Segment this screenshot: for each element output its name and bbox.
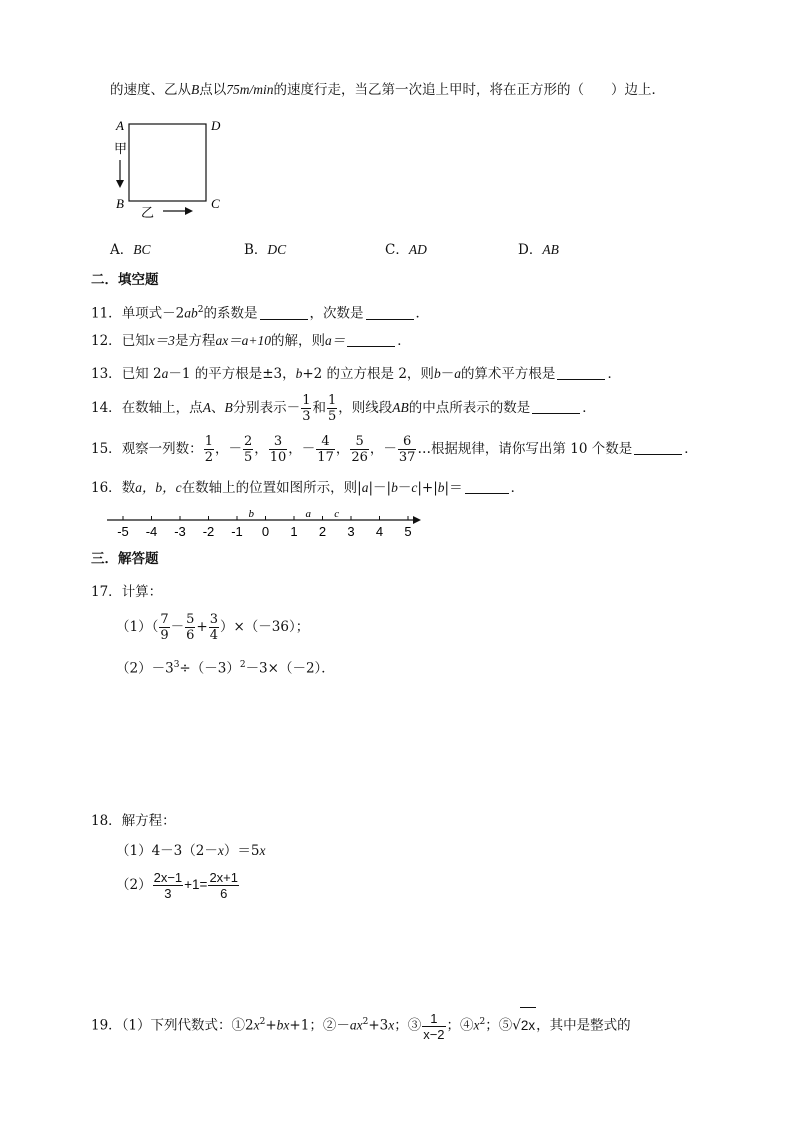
sqrt-radicand: 2x xyxy=(520,1007,536,1044)
label-c: C xyxy=(211,196,220,211)
number-line-point-a: a xyxy=(305,508,311,520)
sequence-term: $\frac{6}{37}$ xyxy=(398,434,416,465)
label-d: D xyxy=(211,118,221,133)
answer-blank[interactable] xyxy=(557,365,605,380)
number-line-tick-label: 5 xyxy=(404,524,412,539)
option-d[interactable]: D．AB xyxy=(518,242,559,258)
fraction: $\frac{2x-1}{3}$ xyxy=(153,870,183,901)
jia-label: 甲 xyxy=(114,142,128,157)
question-17-title: 17．计算： xyxy=(91,584,163,600)
sqrt-sign: √ xyxy=(512,1017,521,1034)
fraction: $\frac{1}{x-2}$ xyxy=(423,1010,445,1042)
answer-blank[interactable] xyxy=(260,305,308,320)
answer-blank[interactable] xyxy=(347,332,395,347)
number-line-tick-label: -4 xyxy=(145,524,158,539)
number-line-tick-label: 2 xyxy=(318,524,327,539)
option-a[interactable]: A．BC xyxy=(110,242,151,258)
question-15: 15．观察一列数： $\frac{1}{2}$ ，－ $\frac{2}{5}$ ， $\frac{3}{10}$ ，－ $\frac{4}{17}$ ， $\frac{5}{26}$ ，－ $\frac{6}{37}$ …根据规律，请你写出第 10 个数是 ． xyxy=(91,434,698,465)
jia-arrowhead xyxy=(116,180,124,188)
number-line-tick-label: -5 xyxy=(117,524,129,539)
number-line-tick-label: -2 xyxy=(202,524,215,539)
label-b: B xyxy=(116,196,124,211)
question-18-part-2: （2） $\frac{2x-1}{3}$ +1= $\frac{2x+1}{6}$ xyxy=(116,870,238,901)
question-17-part-2: $(2)-3^3\div(-3)^2-3\times(-2)$． xyxy=(116,660,335,677)
question-16: 16．数a，b，c在数轴上的位置如图所示，则|a|－|b－c|+|b|＝ ． xyxy=(91,480,525,496)
question-18-part-1: （1）4－3（2－x）＝5x xyxy=(116,843,266,859)
sequence-term: $\frac{3}{10}$ xyxy=(269,434,287,465)
number-line xyxy=(105,505,430,541)
number-line-tick-label: 0 xyxy=(261,524,270,539)
fraction: $\frac{2x+1}{6}$ xyxy=(209,870,238,901)
sequence-term: $\frac{1}{2}$ xyxy=(204,434,213,465)
question-17-part-1: （1）（ $\frac{7}{9}$ － $\frac{5}{6}$ + $\frac{3}{4}$ ）×（－36）； xyxy=(116,612,310,643)
question-19: 19．（1）下列代数式：$①2x^2+bx+1$；$②-ax^2+3x$；③ $\frac{1}{x-2}$ ；$④x^2$；⑤√2x，其中是整式的 xyxy=(91,1004,631,1044)
option-c[interactable]: C．AD xyxy=(385,242,427,258)
number-line-tick-label: 4 xyxy=(375,524,384,539)
square-figure xyxy=(108,112,238,222)
answer-blank[interactable] xyxy=(366,305,414,320)
answer-blank[interactable] xyxy=(634,440,682,455)
fraction: $\frac{1}{3}$ xyxy=(302,393,311,424)
sequence-term: $\frac{2}{5}$ xyxy=(243,434,253,465)
number-line-arrowhead xyxy=(413,516,421,524)
section-heading-solve: 三．解答题 xyxy=(91,551,159,567)
number-line-tick-label: 1 xyxy=(290,524,298,539)
yi-arrowhead xyxy=(185,207,193,215)
question-13: 13．已知 2a－1 的平方根是±3，b+2 的立方根是 2，则b－a的算术平方根是 ． xyxy=(91,366,621,382)
sequence-term: $\frac{4}{17}$ xyxy=(317,434,334,465)
number-line-tick-label: -3 xyxy=(174,524,186,539)
question-11: 11．单项式$-2ab^2$的系数是 ，次数是 ． xyxy=(91,305,430,322)
question-18-title: 18．解方程： xyxy=(91,813,176,829)
question-14: 14．在数轴上，点A、B分别表示－ $\frac{1}{3}$ 和 $\frac{1}{5}$ ，则线段AB的中点所表示的数是 ． xyxy=(91,393,596,424)
label-a: A xyxy=(116,118,124,133)
yi-label: 乙 xyxy=(141,206,155,221)
option-b[interactable]: B．DC xyxy=(244,242,287,258)
number-line-point-c: c xyxy=(334,508,340,520)
number-line-tick-label: -1 xyxy=(231,524,243,539)
fraction: $\frac{1}{5}$ xyxy=(327,393,337,424)
fraction: $\frac{7}{9}$ xyxy=(160,612,169,643)
answer-blank[interactable] xyxy=(532,399,580,414)
q10-text: 的速度、乙从B点以75m/min的速度行走，当乙第一次追上甲时，将在正方形的（ ）边上． xyxy=(110,82,665,98)
section-heading-fill-in: 二．填空题 xyxy=(91,272,159,288)
answer-blank[interactable] xyxy=(465,479,509,494)
number-line-point-b: b xyxy=(248,508,254,520)
fraction: $\frac{5}{6}$ xyxy=(186,612,195,643)
number-line-tick-label: 3 xyxy=(347,524,355,539)
question-12: 12．已知x＝3是方程ax＝a+10的解，则a＝ ． xyxy=(91,333,411,349)
sequence-term: $\frac{5}{26}$ xyxy=(351,434,368,465)
fraction: $\frac{3}{4}$ xyxy=(209,612,218,643)
